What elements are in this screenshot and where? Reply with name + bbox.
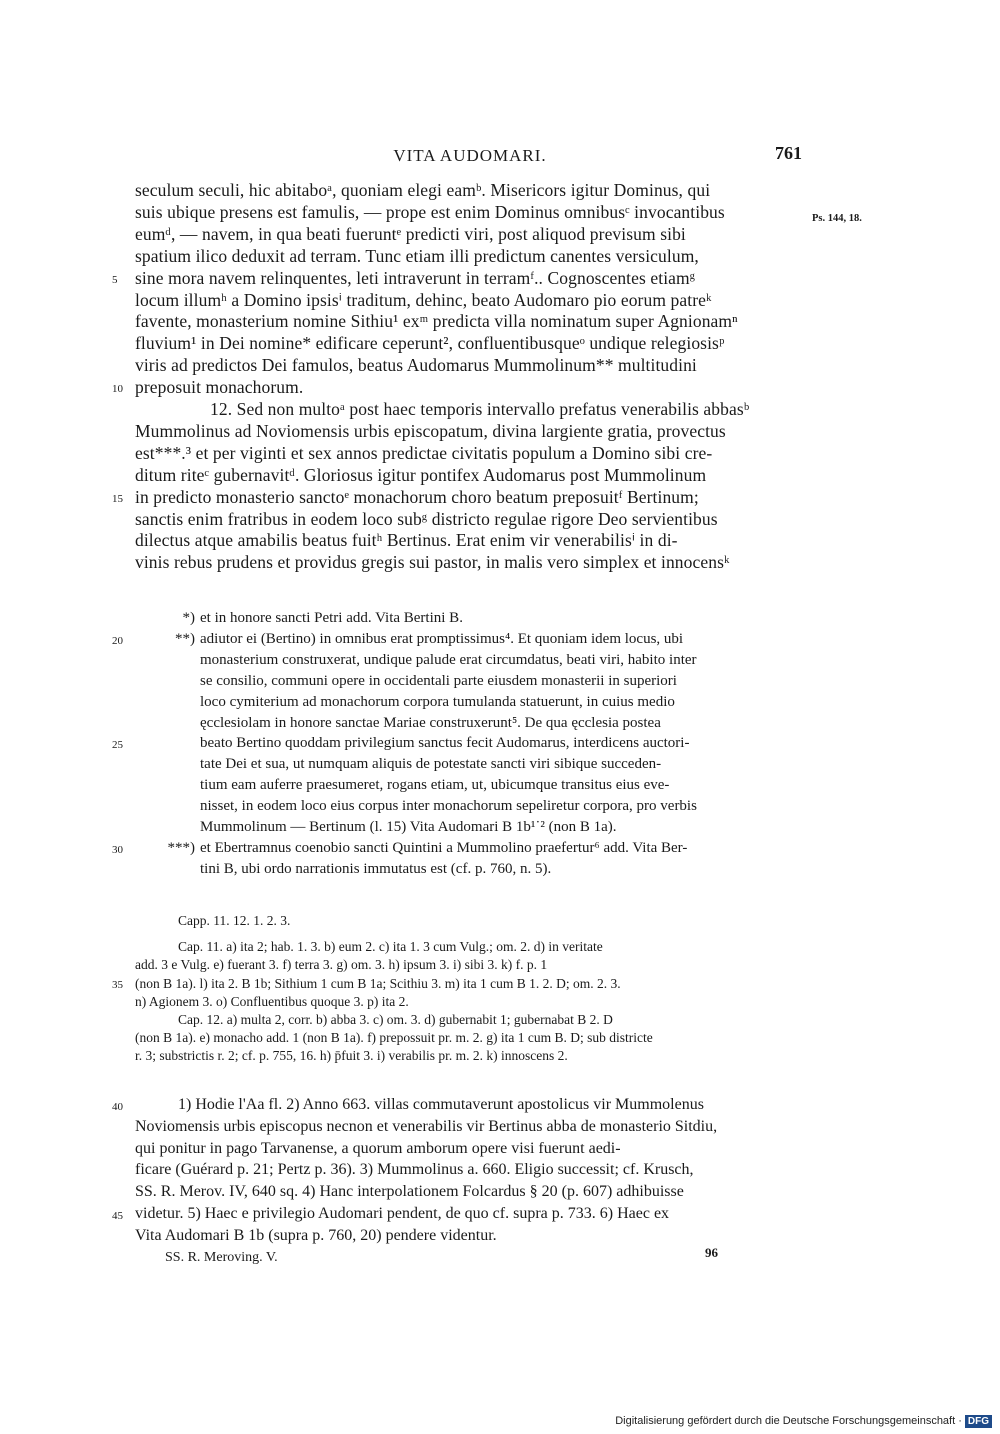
footnote-line: ęcclesiolam in honore sanctae Mariae construxerunt⁵. De qua ęcclesia postea: [200, 714, 661, 731]
text-line: viris ad predictos Dei famulos, beatus Audomarus Mummolinum** multitudini: [135, 355, 697, 376]
footnote-line: Mummolinum — Bertinum (l. 15) Vita Audomari B 1b¹˙² (non B 1a).: [200, 819, 617, 835]
series-title: SS. R. Meroving. V.: [165, 1250, 278, 1265]
line-number: 10: [112, 383, 123, 396]
note-line: SS. R. Merov. IV, 640 sq. 4) Hanc interpolationem Folcardus § 20 (p. 607) adhibuisse: [135, 1183, 684, 1201]
footnote-line: loco cymiterium ad monachorum corpora tumulanda statuerunt, in cuius medio: [200, 693, 675, 710]
text-line: eumᵈ, — navem, in qua beati fueruntᵉ predicti viri, post aliquod previsum sibi: [135, 223, 686, 244]
note-line: Vita Audomari B 1b (supra p. 760, 20) pendere videntur.: [135, 1226, 497, 1244]
note-line: Noviomensis urbis episcopus necnon et venerabilis vir Bertinus abba de monasterio Sitdiu,: [135, 1117, 718, 1135]
footnote-line: et in honore sancti Petri add. Vita Bertini B.: [200, 610, 463, 626]
page-number: 761: [775, 143, 802, 163]
dfg-logo: DFG: [965, 1415, 992, 1428]
apparatus-line: (non B 1a). l) ita 2. B 1b; Sithium 1 cum B 1a; Scithiu 3. m) ita 1 cum B 1. 2. D; om. 2. 3.: [135, 975, 621, 991]
apparatus-line: r. 3; substrictis r. 2; cf. p. 755, 16. h) p̄fuit 3. i) verabilis pr. m. 2. k) innoscens 2.: [135, 1048, 568, 1064]
footnote-line: adiutor ei (Bertino) in omnibus erat promptissimus⁴. Et quoniam idem locus, ubi: [200, 630, 684, 647]
apparatus-line: Cap. 11. a) ita 2; hab. 1. 3. b) eum 2. c) ita 1. 3 cum Vulg.; om. 2. d) in veritate: [178, 939, 603, 955]
footnote-line: et Ebertramnus coenobio sancti Quintini a Mummolino praefertur⁶ add. Vita Ber-: [200, 839, 688, 856]
line-number: 15: [112, 492, 123, 505]
text-line: spatium ilico deduxit ad terram. Tunc etiam illi predictum canentes versiculum,: [135, 245, 699, 266]
note-line: videtur. 5) Haec e privilegio Audomari pendent, de quo cf. supra p. 733. 6) Haec ex: [135, 1205, 670, 1222]
line-number: 30: [112, 843, 123, 856]
line-number: 20: [112, 634, 123, 647]
digitization-text: Digitalisierung gefördert durch die Deutsche Forschungsgemeinschaft ·: [615, 1415, 962, 1427]
apparatus-line: (non B 1a). e) monacho add. 1 (non B 1a). f) prepossuit pr. m. 2. g) ita 1 cum B. D; sub districte: [135, 1030, 653, 1046]
text-line: in predicto monasterio sanctoᵉ monachorum choro beatum preposuitᶠ Bertinum;: [135, 486, 699, 507]
apparatus-line: Cap. 12. a) multa 2, corr. b) abba 3. c) om. 3. d) gubernabit 1; gubernabat B 2. D: [178, 1012, 613, 1027]
text-line: Mummolinus ad Noviomensis urbis episcopatum, divina largiente gratia, provectus: [135, 420, 726, 441]
margin-reference: Ps. 144, 18.: [812, 213, 862, 224]
running-title: VITA AUDOMARI.: [393, 146, 547, 165]
text-line: fluvium¹ in Dei nomine* edificare ceperunt², confluentibusqueᵒ undique relegiosisᵖ: [135, 333, 725, 354]
footnote-line: monasterium construxerat, undique palude erat circumdatus, beati viri, habito inter: [200, 651, 697, 668]
note-line: ficare (Guérard p. 21; Pertz p. 36). 3) Mummolinus a. 660. Eligio successit; cf. Krusch,: [135, 1161, 694, 1179]
note-line: 1) Hodie l'Aa fl. 2) Anno 663. villas commutaverunt apostolicus vir Mummolenus: [178, 1096, 704, 1113]
text-line: ditum riteᶜ gubernavitᵈ. Gloriosus igitur pontifex Audomarus post Mummolinum: [135, 464, 707, 485]
line-number: 5: [112, 273, 118, 286]
line-number: 25: [112, 739, 123, 752]
footnote-line: tini B, ubi ordo narrationis immutatus est (cf. p. 760, n. 5).: [200, 860, 552, 877]
footnote-mark: ***): [167, 839, 195, 856]
footnote-line: se consilio, communi opere in occidentali parte eiusdem monasterii in superiori: [200, 672, 677, 689]
text-line: 12. Sed non multoᵃ post haec temporis intervallo prefatus venerabilis abbasᵇ: [210, 399, 750, 419]
apparatus-line: n) Agionem 3. o) Confluentibus quoque 3. p) ita 2.: [135, 993, 409, 1009]
text-line: sanctis enim fratribus in eodem loco subᵍ districto regulae rigore Deo servientibus: [135, 508, 718, 529]
footnote-line: beato Bertino quoddam privilegium sanctus fecit Audomarus, interdicens auctori-: [200, 735, 690, 752]
footnote-line: nisset, in eodem loco eius corpus inter monachorum sepeliretur corpora, pro verbis: [200, 798, 697, 815]
footnote-mark: *): [182, 610, 195, 626]
text-line: vinis rebus prudens et providus gregis sui pastor, in malis vero simplex et innocensᵏ: [135, 552, 730, 573]
footnote-line: tium eam auferre praesumeret, rogans etiam, ut, ubicumque transitus eius eve-: [200, 777, 670, 794]
text-line: dilectus atque amabilis beatus fuitʰ Bertinus. Erat enim vir venerabilisⁱ in di-: [135, 530, 678, 551]
text-line: favente, monasterium nomine Sithiu¹ exᵐ predicta villa nominatum super Agnionamⁿ: [135, 311, 738, 332]
signature-number: 96: [705, 1245, 718, 1260]
text-line: preposuit monachorum.: [135, 377, 304, 398]
apparatus-line: add. 3 e Vulg. e) fuerant 3. f) terra 3. g) om. 3. h) ipsum 3. i) sibi 3. k) f. p. 1: [135, 957, 548, 973]
apparatus-line: Capp. 11. 12. 1. 2. 3.: [178, 913, 291, 928]
line-number: 40: [112, 1101, 123, 1113]
footnote-mark: **): [175, 630, 195, 647]
line-number: 35: [112, 978, 123, 991]
text-line: locum illumʰ a Domino ipsisⁱ traditum, dehinc, beato Audomaro pio eorum patreᵏ: [135, 289, 712, 310]
text-line: suis ubique presens est famulis, — prope est enim Dominus omnibusᶜ invocantibus: [135, 201, 725, 222]
text-line: sine mora navem relinquentes, leti intraverunt in terramᶠ.. Cognoscentes etiamᵍ: [135, 267, 696, 288]
footnote-line: tate Dei et sua, ut numquam aliquis de potestate sancti viri sibique succeden-: [200, 756, 662, 773]
text-line: est***.³ et per viginti et sex annos predictae civitatis populum a Domino sibi cre-: [135, 442, 713, 463]
digitization-credit: [615, 1415, 992, 1428]
line-number: 45: [112, 1210, 123, 1222]
text-line: seculum seculi, hic abitaboᵃ, quoniam elegi eamᵇ. Misericors igitur Dominus, qui: [135, 180, 711, 200]
note-line: qui ponitur in pago Tarvanense, a quorum amborum opere visi fuerunt aedi-: [135, 1139, 621, 1157]
